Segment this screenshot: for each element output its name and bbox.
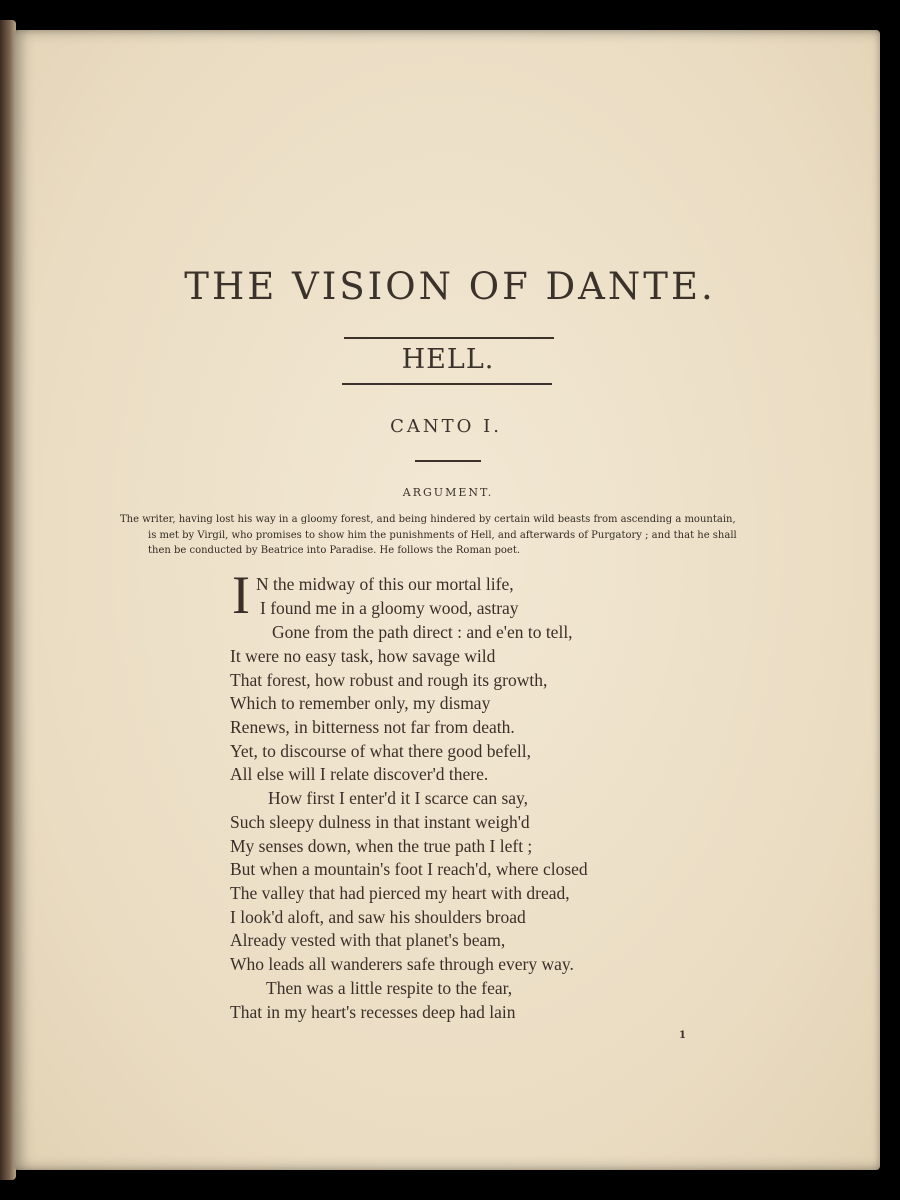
poem-line: I look'd aloft, and saw his shoulders broad — [230, 907, 526, 927]
poem-line: Already vested with that planet's beam, — [230, 930, 506, 950]
poem-line: All else will I relate discover'd there. — [230, 764, 489, 784]
part-rule — [342, 383, 552, 385]
argument-line: The writer, having lost his way in a gloomy forest, and being hindered by certain wild beasts from ascending a mountain, — [120, 514, 736, 525]
poem-line: But when a mountain's foot I reach'd, where closed — [230, 859, 588, 879]
argument-line: is met by Virgil, who promises to show him the punishments of Hell, and afterwards of Purgatory ; and that he shall — [148, 529, 737, 541]
poem-line: N the midway of this our mortal life, — [256, 574, 514, 594]
argument-line: then be conducted by Beatrice into Paradise. He follows the Roman poet. — [148, 545, 521, 556]
poem-line: Which to remember only, my dismay — [230, 693, 491, 713]
canto-heading: CANTO I. — [390, 416, 502, 437]
poem-line: Who leads all wanderers safe through every way. — [230, 954, 574, 974]
poem-line: Such sleepy dulness in that instant weigh'd — [230, 812, 530, 832]
drop-cap: I — [232, 565, 250, 625]
poem-line: Yet, to discourse of what there good befell, — [230, 741, 532, 761]
poem-line: My senses down, when the true path I left ; — [230, 836, 533, 856]
argument-text — [120, 512, 780, 559]
poem-line: That forest, how robust and rough its growth, — [230, 670, 548, 690]
poem-line: The valley that had pierced my heart with dread, — [230, 883, 570, 903]
poem-line: How first I enter'd it I scarce can say, — [268, 788, 529, 808]
poem-line: That in my heart's recesses deep had lain — [230, 1002, 516, 1022]
canto-rule — [415, 460, 481, 462]
poem-line: It were no easy task, how savage wild — [230, 646, 496, 666]
book-title: THE VISION OF DANTE. — [184, 265, 716, 308]
poem-line: Renews, in bitterness not far from death. — [230, 717, 515, 737]
page-number: 1 — [679, 1030, 686, 1041]
poem-line: Then was a little respite to the fear, — [266, 978, 513, 998]
part-heading: HELL. — [401, 344, 495, 375]
poem-line: Gone from the path direct : and e'en to tell, — [272, 622, 573, 642]
poem-line: I found me in a gloomy wood, astray — [260, 598, 519, 618]
argument-heading: ARGUMENT. — [402, 486, 494, 499]
title-rule — [344, 337, 554, 339]
